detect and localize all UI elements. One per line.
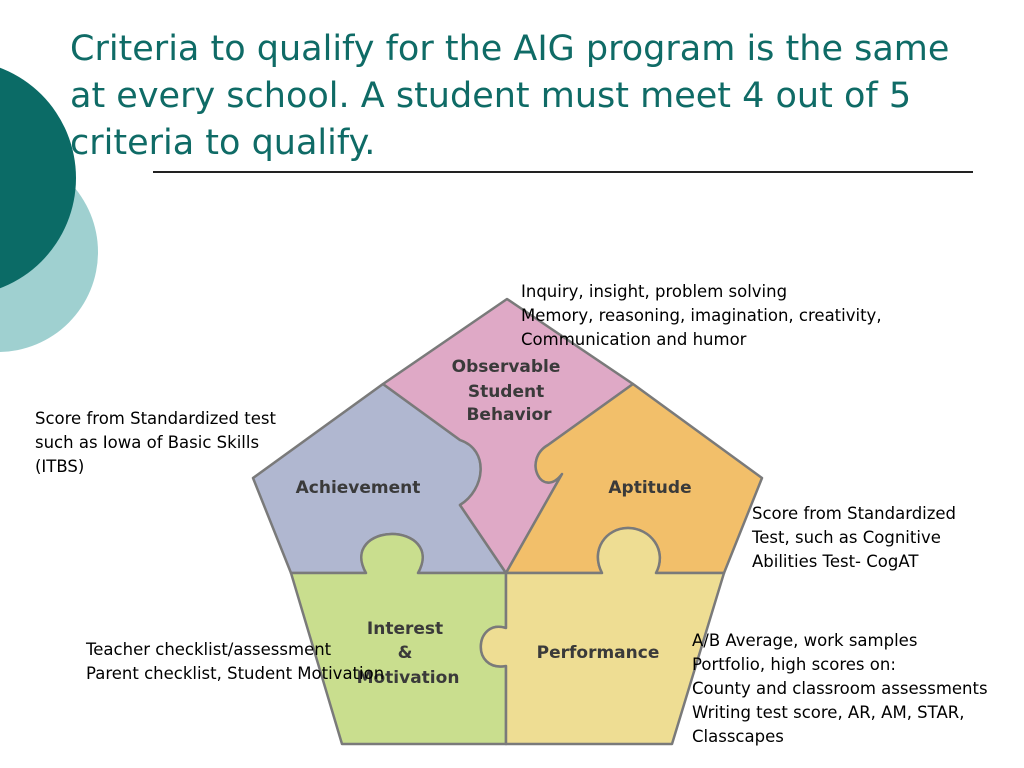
note-observable [521, 280, 882, 352]
slide-title: Criteria to qualify for the AIG program is the same at every school. A student must meet 4 out of 5 criteria to qualify. [70, 29, 950, 163]
label-performance: Performance [536, 643, 660, 663]
note-observable-line-1: Inquiry, insight, problem solving [521, 282, 788, 301]
note-achievement-line-1: Score from Standardized test [35, 409, 276, 428]
note-observable-line-3: Communication and humor [521, 330, 747, 349]
note-performance [692, 629, 988, 749]
note-achievement-line-3: (ITBS) [35, 457, 85, 476]
note-interest-line-1: Teacher checklist/assessment [86, 640, 332, 659]
label-interest-line-3: Motivation [356, 668, 460, 688]
note-performance-line-3: County and classroom assessments [692, 679, 988, 698]
label-observable-line-2: Student [467, 382, 545, 402]
note-aptitude-line-3: Abilities Test- CogAT [752, 552, 919, 571]
note-aptitude-line-1: Score from Standardized [752, 504, 957, 523]
note-aptitude [752, 502, 956, 574]
note-interest-line-2: Parent checklist, Student Motivation [86, 664, 385, 683]
label-interest-line-1: Interest [366, 619, 444, 639]
note-performance-line-2: Portfolio, high scores on: [692, 655, 896, 674]
label-observable [452, 357, 567, 425]
note-aptitude-line-2: Test, such as Cognitive [752, 528, 941, 547]
label-observable-line-3: Behavior [466, 405, 552, 425]
note-achievement-line-2: such as Iowa of Basic Skills [35, 433, 260, 452]
note-observable-line-2: Memory, reasoning, imagination, creativity, [521, 306, 882, 325]
note-performance-line-4: Writing test score, AR, AM, STAR, [692, 703, 965, 722]
label-interest-line-2: & [397, 643, 413, 663]
label-observable-line-1: Observable [451, 357, 561, 377]
note-performance-line-5: Classcapes [692, 727, 784, 746]
label-aptitude: Aptitude [608, 478, 692, 498]
note-achievement [35, 407, 276, 479]
note-performance-line-1: A/B Average, work samples [692, 631, 918, 650]
note-interest [86, 638, 384, 686]
label-achievement: Achievement [295, 478, 421, 498]
